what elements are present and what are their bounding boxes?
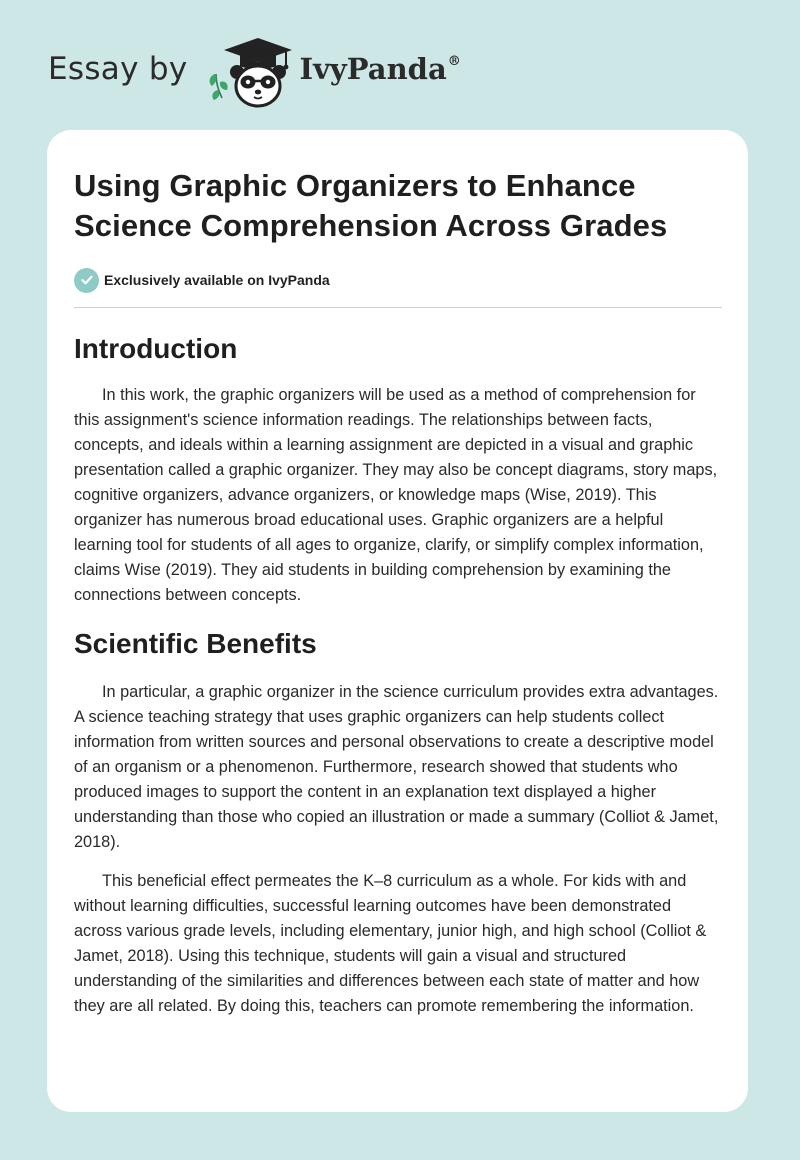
ivy-leaf-icon (209, 74, 227, 100)
registered-mark: ® (447, 54, 461, 69)
brand-name[interactable]: IvyPanda® (299, 52, 461, 86)
title-divider (74, 307, 722, 308)
page-title: Using Graphic Organizers to Enhance Science Comprehension Across Grades (74, 168, 668, 243)
panda-graduate-icon[interactable] (202, 30, 298, 110)
check-circle-icon (74, 268, 99, 293)
badge-label: Exclusively available on IvyPanda (104, 272, 330, 288)
site-header (48, 30, 461, 110)
paragraph: In particular, a graphic organizer in the science curriculum provides extra advantages. A science teaching strategy that uses graphic organizers can help students collect information from written sources and personal observations to create a descriptive model of an organism or a phenomenon. Furthermore, research showed that students who produced images to support the content in an explanation text displayed a higher understanding than those who copied an illustration or made a summary (Colliot & Jamet, 2018). (74, 683, 719, 851)
paragraph: This beneficial effect permeates the K–8 curriculum as a whole. For kids with and without learning difficulties, successful learning outcomes have been demonstrated across various grade levels, including elementary, junior high, and high school (Colliot & Jamet, 2018). Using this technique, students will gain a visual and structured understanding of the similarities and differences between each state of matter and how they are all related. By doing this, teachers can promote remembering the information. (74, 872, 707, 1015)
essay-by-label: Essay by (48, 51, 188, 87)
section-heading-introduction: Introduction (74, 333, 238, 364)
essay-card (47, 130, 748, 1112)
exclusive-badge (74, 267, 722, 293)
paragraph: In this work, the graphic organizers will be used as a method of comprehension for this assignment's science information readings. The relationships between facts, concepts, and ideals within a learning assignment are depicted in a visual and graphic presentation called a graphic organizer. They may also be concept diagrams, story maps, cognitive organizers, advance organizers, or knowledge maps (Wise, 2019). This organizer has numerous broad educational uses. Graphic organizers are a helpful learning tool for students of all ages to organize, clarify, or simplify complex information, claims Wise (2019). They aid students in building comprehension by examining the connections between concepts. (74, 386, 718, 604)
section-heading-scientific-benefits: Scientific Benefits (74, 628, 317, 659)
